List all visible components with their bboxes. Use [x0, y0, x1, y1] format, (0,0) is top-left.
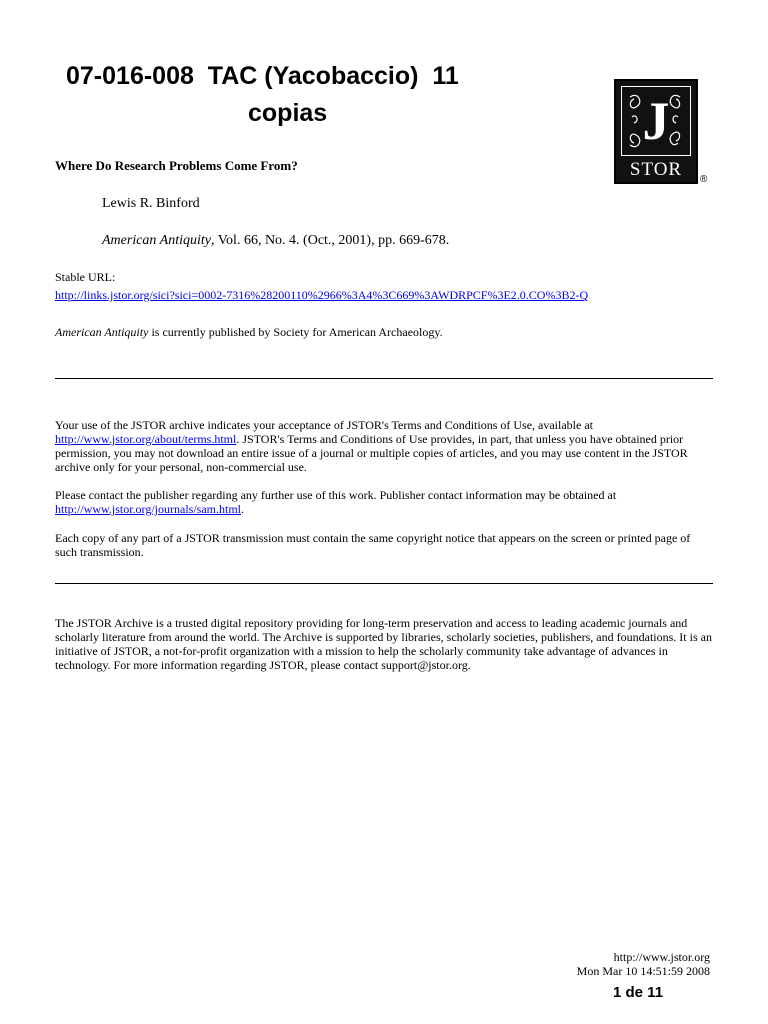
- contact-period: .: [241, 502, 244, 516]
- ornament-icon: [622, 87, 690, 155]
- logo-letter: J: [642, 91, 670, 151]
- stamp-line-2: copias: [248, 99, 328, 127]
- copyright-notice-paragraph: Each copy of any part of a JSTOR transmission must contain the same copyright notice that appears on the screen or printed page of such transmission.: [55, 531, 691, 559]
- publisher-note-text: is currently published by Society for American Archaeology.: [148, 325, 443, 339]
- divider-bottom: [55, 583, 713, 584]
- registered-mark: ®: [700, 174, 708, 185]
- publisher-note-journal: American Antiquity: [55, 325, 149, 339]
- publisher-contact-link[interactable]: http://www.jstor.org/journals/sam.html: [55, 502, 241, 516]
- citation-details: , Vol. 66, No. 4. (Oct., 2001), pp. 669-678.: [211, 233, 450, 248]
- footer-timestamp: Mon Mar 10 14:51:59 2008: [576, 964, 710, 978]
- footer-site: http://www.jstor.org: [613, 950, 710, 964]
- jstor-logo-word: STOR: [629, 159, 683, 180]
- publisher-note: [55, 325, 443, 339]
- publisher-contact-paragraph: [55, 488, 713, 516]
- divider-top: [55, 378, 713, 379]
- article-title: Where Do Research Problems Come From?: [55, 158, 298, 173]
- about-jstor-paragraph: The JSTOR Archive is a trusted digital repository providing for long-term preservation and access to leading academic journals and scholarly literature from around the world. The Archive is supported by libraries, scholarly societies, publishers, and foundations. It is an initiative of JSTOR, a not-for-profit organization with a mission to help the scholarly community take advantage of advances in technology. For more information regarding JSTOR, please contact support@jstor.org.: [55, 616, 712, 672]
- terms-link[interactable]: http://www.jstor.org/about/terms.html: [55, 432, 237, 446]
- stable-url-label: Stable URL:: [55, 270, 116, 284]
- terms-paragraph: [55, 418, 713, 474]
- stamp-line-1: 07-016-008 TAC (Yacobaccio) 11: [66, 62, 459, 90]
- jstor-logo-emblem: [621, 86, 691, 156]
- citation-journal: American Antiquity: [102, 233, 211, 248]
- jstor-logo: [614, 79, 698, 184]
- handwritten-stamp-heading: [66, 58, 536, 132]
- terms-text-rest: . JSTOR's Terms and Conditions of Use provides, in part, that unless you have obtained prior permission, you may not download an entire issue of a journal or multiple copies of articles, and you may use content in the JSTOR archive only for your personal, non-commercial use.: [55, 432, 688, 474]
- page-number: 1 de 11: [613, 984, 664, 1001]
- stable-url-link[interactable]: http://links.jstor.org/sici?sici=0002-7316%28200110%2966%3A4%3C669%3AWDRPCF%3E2.0.CO%3B2-Q: [55, 288, 589, 302]
- contact-text: Please contact the publisher regarding any further use of this work. Publisher contact information may be obtained at: [55, 488, 617, 502]
- article-citation: [102, 234, 449, 248]
- article-author: Lewis R. Binford: [102, 196, 200, 211]
- terms-text-start: Your use of the JSTOR archive indicates your acceptance of JSTOR's Terms and Conditions of Use, available at: [55, 418, 593, 432]
